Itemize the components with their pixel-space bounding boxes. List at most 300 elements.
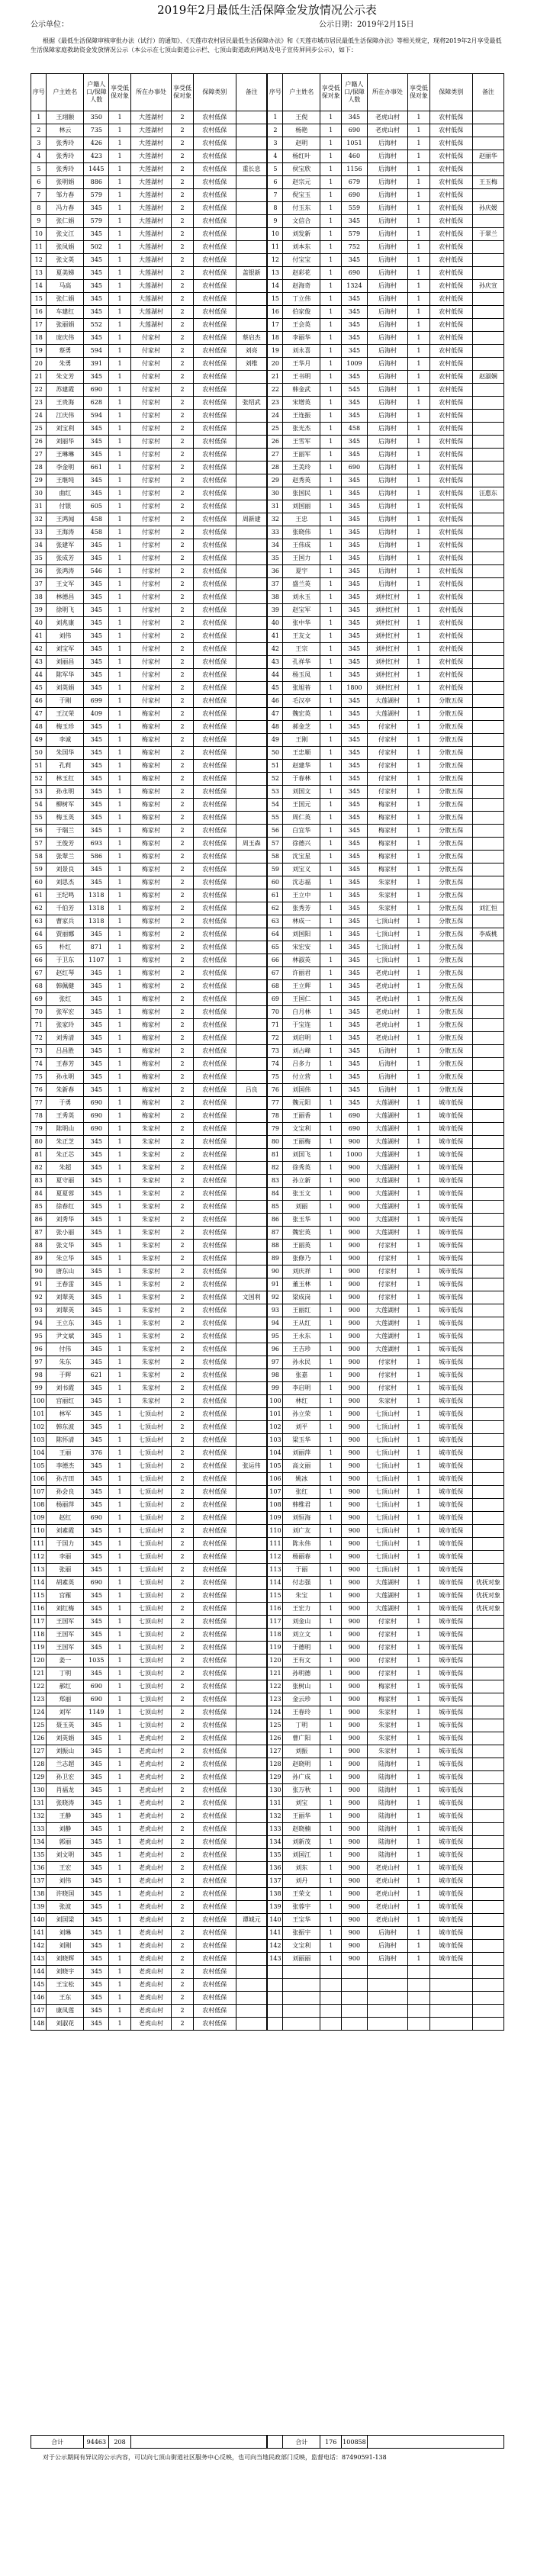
row-remark bbox=[236, 1434, 267, 1447]
row-people: 2 bbox=[172, 1603, 193, 1616]
row-village-right: 后海村 bbox=[367, 578, 408, 591]
row-remark bbox=[236, 487, 267, 500]
row-name: 王继纯 bbox=[47, 474, 84, 487]
row-name-right: 王立辉 bbox=[283, 980, 320, 993]
row-remark-right bbox=[472, 293, 503, 306]
row-category-right: 分散五保 bbox=[429, 799, 472, 812]
row-index: 108 bbox=[31, 1499, 47, 1512]
row-village: 大莲湖村 bbox=[130, 189, 172, 202]
row-amount-right: 900 bbox=[342, 1395, 367, 1408]
row-category-right: 城市低保 bbox=[429, 1123, 472, 1136]
row-name: 张文华 bbox=[47, 1240, 84, 1253]
row-index-right: 74 bbox=[267, 1058, 282, 1071]
row-index: 54 bbox=[31, 799, 47, 812]
row-index: 85 bbox=[31, 1201, 47, 1214]
row-category-right: 分散五保 bbox=[429, 1006, 472, 1019]
row-people: 2 bbox=[172, 1123, 193, 1136]
row-category: 农村低保 bbox=[193, 1992, 236, 2005]
row-remark bbox=[236, 1447, 267, 1460]
row-amount: 345 bbox=[84, 1291, 109, 1304]
row-name-right: 王忠 bbox=[283, 513, 320, 526]
row-count: 1 bbox=[109, 1836, 130, 1849]
row-count-right: 1 bbox=[320, 1291, 342, 1304]
row-name-right: 赵晓明 bbox=[283, 1758, 320, 1771]
row-village: 付家村 bbox=[130, 617, 172, 630]
row-village-right: 付家村 bbox=[367, 1356, 408, 1369]
row-people: 2 bbox=[172, 1214, 193, 1227]
row-amount-right: 900 bbox=[342, 1823, 367, 1836]
row-index-right: 15 bbox=[267, 293, 282, 306]
row-village-right: 七顶山村 bbox=[367, 1525, 408, 1538]
row-people: 2 bbox=[172, 1188, 193, 1201]
row-index-right bbox=[267, 1979, 282, 1992]
row-village: 付家村 bbox=[130, 500, 172, 513]
row-village-right bbox=[367, 2018, 408, 2031]
row-category: 农村低保 bbox=[193, 1849, 236, 1862]
row-count-right: 1 bbox=[320, 1551, 342, 1564]
table-row bbox=[31, 1667, 504, 1680]
row-village: 老虎山村 bbox=[130, 1797, 172, 1810]
row-count-right: 1 bbox=[320, 449, 342, 461]
row-name-right: 王永东 bbox=[283, 1330, 320, 1343]
row-index: 3 bbox=[31, 137, 47, 150]
row-amount-right: 345 bbox=[342, 838, 367, 851]
row-remark bbox=[236, 280, 267, 293]
row-people: 2 bbox=[172, 980, 193, 993]
row-count-right: 1 bbox=[320, 1317, 342, 1330]
row-remark-right bbox=[472, 410, 503, 423]
row-people: 2 bbox=[172, 1201, 193, 1214]
row-count: 1 bbox=[109, 1460, 130, 1473]
row-index: 118 bbox=[31, 1629, 47, 1642]
row-name-right: 于丽 bbox=[283, 1564, 320, 1577]
row-count: 1 bbox=[109, 1188, 130, 1201]
row-name: 林军 bbox=[47, 1408, 84, 1421]
row-count: 1 bbox=[109, 1745, 130, 1758]
row-village: 老虎山村 bbox=[130, 1966, 172, 1979]
row-category: 农村低保 bbox=[193, 319, 236, 332]
row-people: 2 bbox=[172, 1771, 193, 1784]
row-count: 1 bbox=[109, 1862, 130, 1875]
row-amount-right: 1156 bbox=[342, 163, 367, 176]
row-category-right: 城市低保 bbox=[429, 1551, 472, 1564]
row-people: 2 bbox=[172, 1278, 193, 1291]
row-people-right: 1 bbox=[408, 708, 429, 721]
row-people: 2 bbox=[172, 526, 193, 539]
row-remark-right bbox=[472, 474, 503, 487]
row-people-right: 1 bbox=[408, 1784, 429, 1797]
row-index: 25 bbox=[31, 423, 47, 436]
row-amount: 345 bbox=[84, 487, 109, 500]
row-amount-right: 900 bbox=[342, 1447, 367, 1460]
row-remark bbox=[236, 721, 267, 734]
row-index-right: 131 bbox=[267, 1797, 282, 1810]
row-people-right: 1 bbox=[408, 1253, 429, 1265]
row-remark-right bbox=[472, 773, 503, 786]
row-amount: 1445 bbox=[84, 163, 109, 176]
row-remark-right: 赵淑娴 bbox=[472, 371, 503, 384]
row-village: 梅家村 bbox=[130, 889, 172, 902]
row-amount-right: 345 bbox=[342, 306, 367, 319]
row-village: 大莲湖村 bbox=[130, 254, 172, 267]
row-village-right: 后海村 bbox=[367, 345, 408, 358]
row-village: 付家村 bbox=[130, 461, 172, 474]
row-amount: 552 bbox=[84, 319, 109, 332]
row-count-right: 1 bbox=[320, 1136, 342, 1149]
row-name-right: 付宝宝 bbox=[283, 254, 320, 267]
row-people-right: 1 bbox=[408, 1240, 429, 1253]
row-village: 朱家村 bbox=[130, 1175, 172, 1188]
row-category: 农村低保 bbox=[193, 1771, 236, 1784]
row-name-right: 张玉文 bbox=[283, 1188, 320, 1201]
row-count: 1 bbox=[109, 1797, 130, 1810]
row-people-right: 1 bbox=[408, 1214, 429, 1227]
row-count-right: 1 bbox=[320, 1784, 342, 1797]
row-category: 农村低保 bbox=[193, 669, 236, 682]
row-village: 七顶山村 bbox=[130, 1680, 172, 1693]
row-village: 梅家村 bbox=[130, 915, 172, 928]
row-people: 2 bbox=[172, 954, 193, 967]
row-name: 王丽 bbox=[47, 1447, 84, 1460]
row-people-right: 1 bbox=[408, 643, 429, 656]
table-row bbox=[31, 124, 504, 137]
row-name-right: 赵明 bbox=[283, 137, 320, 150]
row-village: 七顶山村 bbox=[130, 1434, 172, 1447]
row-name-right: 刘国飞 bbox=[283, 1149, 320, 1162]
row-count-right: 1 bbox=[320, 1421, 342, 1434]
row-village: 老虎山村 bbox=[130, 2005, 172, 2018]
row-name-right: 夏宇 bbox=[283, 565, 320, 578]
row-count: 1 bbox=[109, 1940, 130, 1953]
row-village-right: 朱家村 bbox=[367, 902, 408, 915]
row-amount-right: 345 bbox=[342, 1097, 367, 1110]
row-index-right: 61 bbox=[267, 889, 282, 902]
row-name-right: 王美玲 bbox=[283, 461, 320, 474]
row-amount: 345 bbox=[84, 228, 109, 241]
row-name: 刘素霞 bbox=[47, 1525, 84, 1538]
row-people-right: 1 bbox=[408, 436, 429, 449]
row-name: 郑丽 bbox=[47, 1693, 84, 1706]
row-name: 朱超 bbox=[47, 1162, 84, 1175]
row-amount-right: 345 bbox=[342, 1032, 367, 1045]
row-count-right: 1 bbox=[320, 1797, 342, 1810]
row-category-right: 城市低保 bbox=[429, 1253, 472, 1265]
row-name-right: 王刚 bbox=[283, 734, 320, 747]
row-category: 农村低保 bbox=[193, 461, 236, 474]
row-name: 刘伟 bbox=[47, 1875, 84, 1888]
row-count-right: 1 bbox=[320, 319, 342, 332]
row-category-right: 城市低保 bbox=[429, 1642, 472, 1655]
row-remark bbox=[236, 1032, 267, 1045]
row-count: 1 bbox=[109, 941, 130, 954]
row-count: 1 bbox=[109, 1201, 130, 1214]
row-amount-right: 1800 bbox=[342, 682, 367, 695]
row-amount-right: 900 bbox=[342, 1175, 367, 1188]
row-remark: 周玉森 bbox=[236, 838, 267, 851]
row-amount: 345 bbox=[84, 1538, 109, 1551]
row-category-right: 农村低保 bbox=[429, 682, 472, 695]
table-row bbox=[31, 1979, 504, 1992]
row-name-right: 曹广阳 bbox=[283, 1732, 320, 1745]
row-village-right: 老虎山村 bbox=[367, 124, 408, 137]
row-category: 农村低保 bbox=[193, 267, 236, 280]
row-village-right: 付家村 bbox=[367, 1253, 408, 1265]
row-name-right: 王友文 bbox=[283, 630, 320, 643]
row-name: 张秀玲 bbox=[47, 137, 84, 150]
row-index-right: 133 bbox=[267, 1823, 282, 1836]
row-remark bbox=[236, 1667, 267, 1680]
row-index: 19 bbox=[31, 345, 47, 358]
table-row bbox=[31, 1343, 504, 1356]
row-count-right: 1 bbox=[320, 1071, 342, 1084]
row-village-right: 后海村 bbox=[367, 1045, 408, 1058]
row-name: 朱勇 bbox=[47, 358, 84, 371]
row-index: 86 bbox=[31, 1214, 47, 1227]
row-name-right: 沈宝星 bbox=[283, 851, 320, 863]
row-index: 17 bbox=[31, 319, 47, 332]
row-index-right: 41 bbox=[267, 630, 282, 643]
row-people: 2 bbox=[172, 1071, 193, 1084]
row-name-right bbox=[283, 1979, 320, 1992]
row-village-right bbox=[367, 1979, 408, 1992]
row-name-right: 刘丽 bbox=[283, 1201, 320, 1214]
row-remark-right: 于翠兰 bbox=[472, 228, 503, 241]
row-index: 35 bbox=[31, 552, 47, 565]
row-remark bbox=[236, 1875, 267, 1888]
row-index: 136 bbox=[31, 1862, 47, 1875]
row-remark-right bbox=[472, 630, 503, 643]
table-row bbox=[31, 1097, 504, 1110]
row-name: 张丽娟 bbox=[47, 319, 84, 332]
row-name-right: 杨红叶 bbox=[283, 150, 320, 163]
row-remark-right bbox=[472, 591, 503, 604]
row-category-right: 分散五保 bbox=[429, 1071, 472, 1084]
row-name: 付伟 bbox=[47, 1343, 84, 1356]
row-remark-right bbox=[472, 1862, 503, 1875]
row-people: 2 bbox=[172, 1019, 193, 1032]
row-name-right: 刘国阳 bbox=[283, 928, 320, 941]
table-row bbox=[31, 1642, 504, 1655]
row-name-right: 魏宏英 bbox=[283, 1227, 320, 1240]
row-category-right: 城市低保 bbox=[429, 1382, 472, 1395]
row-index-right: 26 bbox=[267, 436, 282, 449]
row-index-right: 91 bbox=[267, 1278, 282, 1291]
row-category: 农村低保 bbox=[193, 1719, 236, 1732]
row-remark-right bbox=[472, 1227, 503, 1240]
row-remark bbox=[236, 461, 267, 474]
row-index-right: 28 bbox=[267, 461, 282, 474]
row-category-right: 城市低保 bbox=[429, 1603, 472, 1616]
row-village: 七顶山村 bbox=[130, 1642, 172, 1655]
row-category-right: 分散五保 bbox=[429, 967, 472, 980]
table-row bbox=[31, 1240, 504, 1253]
row-village: 老虎山村 bbox=[130, 1784, 172, 1797]
row-category: 农村低保 bbox=[193, 1512, 236, 1525]
row-count-right: 1 bbox=[320, 604, 342, 617]
row-count-right: 1 bbox=[320, 1771, 342, 1784]
row-people: 2 bbox=[172, 876, 193, 889]
row-people-right: 1 bbox=[408, 967, 429, 980]
row-people: 2 bbox=[172, 682, 193, 695]
row-amount: 345 bbox=[84, 993, 109, 1006]
row-people-right: 1 bbox=[408, 280, 429, 293]
row-index: 78 bbox=[31, 1110, 47, 1123]
row-remark-right bbox=[472, 1732, 503, 1745]
row-remark bbox=[236, 1577, 267, 1590]
row-remark-right bbox=[472, 1797, 503, 1810]
table-row bbox=[31, 565, 504, 578]
row-index: 9 bbox=[31, 215, 47, 228]
row-amount-right: 900 bbox=[342, 1706, 367, 1719]
row-village: 七顶山村 bbox=[130, 1693, 172, 1706]
row-amount: 345 bbox=[84, 1875, 109, 1888]
row-amount: 345 bbox=[84, 1421, 109, 1434]
row-remark bbox=[236, 1512, 267, 1525]
row-count-right: 1 bbox=[320, 461, 342, 474]
row-village: 老虎山村 bbox=[130, 1914, 172, 1927]
row-amount-right: 345 bbox=[342, 539, 367, 552]
row-remark bbox=[236, 1265, 267, 1278]
row-village-right: 陆海村 bbox=[367, 1823, 408, 1836]
row-village: 七顶山村 bbox=[130, 1460, 172, 1473]
table-row bbox=[31, 643, 504, 656]
row-amount-right: 345 bbox=[342, 500, 367, 513]
row-people: 2 bbox=[172, 423, 193, 436]
row-count: 1 bbox=[109, 267, 130, 280]
row-category-right: 农村低保 bbox=[429, 228, 472, 241]
row-village-right: 老虎山村 bbox=[367, 993, 408, 1006]
row-people: 2 bbox=[172, 371, 193, 384]
table-row bbox=[31, 954, 504, 967]
row-village: 梅家村 bbox=[130, 1058, 172, 1071]
table-row bbox=[31, 1356, 504, 1369]
row-amount-right: 900 bbox=[342, 1732, 367, 1745]
totals-right-count: 176 bbox=[320, 2436, 342, 2449]
row-index: 93 bbox=[31, 1304, 47, 1317]
row-amount-right: 345 bbox=[342, 449, 367, 461]
row-category: 农村低保 bbox=[193, 1032, 236, 1045]
row-amount-right: 900 bbox=[342, 1343, 367, 1356]
row-count: 1 bbox=[109, 1330, 130, 1343]
row-count-right: 1 bbox=[320, 747, 342, 760]
row-category-right: 城市低保 bbox=[429, 1330, 472, 1343]
row-remark bbox=[236, 760, 267, 773]
row-index: 50 bbox=[31, 747, 47, 760]
row-amount-right: 345 bbox=[342, 371, 367, 384]
row-count: 1 bbox=[109, 760, 130, 773]
row-name: 张红 bbox=[47, 993, 84, 1006]
row-village: 梅家村 bbox=[130, 1006, 172, 1019]
row-index-right: 69 bbox=[267, 993, 282, 1006]
table-row bbox=[31, 1810, 504, 1823]
row-amount: 690 bbox=[84, 1097, 109, 1110]
row-category: 农村低保 bbox=[193, 1966, 236, 1979]
row-name: 王翊颐 bbox=[47, 111, 84, 124]
row-amount-right: 900 bbox=[342, 1603, 367, 1616]
row-category: 农村低保 bbox=[193, 1758, 236, 1771]
row-amount: 345 bbox=[84, 1317, 109, 1330]
row-village: 付家村 bbox=[130, 449, 172, 461]
row-people: 2 bbox=[172, 1901, 193, 1914]
row-index-right: 116 bbox=[267, 1603, 282, 1616]
table-row bbox=[31, 1473, 504, 1486]
table-row bbox=[31, 189, 504, 202]
row-amount-right: 900 bbox=[342, 1473, 367, 1486]
row-amount-right: 690 bbox=[342, 1110, 367, 1123]
row-people-right: 1 bbox=[408, 241, 429, 254]
row-category: 农村低保 bbox=[193, 1823, 236, 1836]
row-people: 2 bbox=[172, 1823, 193, 1836]
table-row bbox=[31, 319, 504, 332]
row-village: 朱家村 bbox=[130, 1343, 172, 1356]
row-name: 孙卫宏 bbox=[47, 1771, 84, 1784]
row-count-right: 1 bbox=[320, 111, 342, 124]
row-count: 1 bbox=[109, 176, 130, 189]
row-amount-right: 900 bbox=[342, 1227, 367, 1240]
row-count: 1 bbox=[109, 1408, 130, 1421]
row-village: 梅家村 bbox=[130, 799, 172, 812]
row-amount: 345 bbox=[84, 1201, 109, 1214]
row-name: 宫丽红 bbox=[47, 1395, 84, 1408]
row-village: 朱家村 bbox=[130, 1278, 172, 1291]
row-remark-right bbox=[472, 1304, 503, 1317]
row-index-right: 19 bbox=[267, 345, 282, 358]
row-name: 朴红 bbox=[47, 941, 84, 954]
row-count: 1 bbox=[109, 721, 130, 734]
row-count: 1 bbox=[109, 1512, 130, 1525]
row-name-right: 付玉东 bbox=[283, 202, 320, 215]
row-remark-right bbox=[472, 1499, 503, 1512]
row-index: 2 bbox=[31, 124, 47, 137]
row-category: 农村低保 bbox=[193, 1175, 236, 1188]
row-count: 1 bbox=[109, 1434, 130, 1447]
row-amount: 345 bbox=[84, 423, 109, 436]
row-index: 33 bbox=[31, 526, 47, 539]
row-name-right: 李丽华 bbox=[283, 332, 320, 345]
row-amount-right: 690 bbox=[342, 267, 367, 280]
row-category-right: 城市低保 bbox=[429, 1278, 472, 1291]
row-village-right: 大莲湖村 bbox=[367, 1136, 408, 1149]
table-row bbox=[31, 1823, 504, 1836]
row-amount: 458 bbox=[84, 513, 109, 526]
row-amount-right: 345 bbox=[342, 786, 367, 799]
row-remark-right bbox=[472, 1901, 503, 1914]
row-count: 1 bbox=[109, 1006, 130, 1019]
row-remark bbox=[236, 889, 267, 902]
row-category-right: 城市低保 bbox=[429, 1719, 472, 1732]
row-category-right: 农村低保 bbox=[429, 539, 472, 552]
row-category: 农村低保 bbox=[193, 384, 236, 397]
row-people-right: 1 bbox=[408, 1655, 429, 1667]
row-name: 刘伟 bbox=[47, 630, 84, 643]
row-name: 王东 bbox=[47, 1992, 84, 2005]
row-amount: 345 bbox=[84, 1927, 109, 1940]
row-people-right: 1 bbox=[408, 1836, 429, 1849]
row-count: 1 bbox=[109, 137, 130, 150]
row-people-right bbox=[408, 1992, 429, 2005]
row-village: 大莲湖村 bbox=[130, 111, 172, 124]
row-name: 王春芳 bbox=[47, 1058, 84, 1071]
table-row bbox=[31, 851, 504, 863]
row-remark-right bbox=[472, 1006, 503, 1019]
row-village: 付家村 bbox=[130, 643, 172, 656]
row-category: 农村低保 bbox=[193, 1123, 236, 1136]
table-row bbox=[31, 747, 504, 760]
row-people-right: 1 bbox=[408, 474, 429, 487]
row-name-right: 丁立伟 bbox=[283, 293, 320, 306]
row-name-right: 王国仁 bbox=[283, 993, 320, 1006]
row-name: 李金明 bbox=[47, 461, 84, 474]
